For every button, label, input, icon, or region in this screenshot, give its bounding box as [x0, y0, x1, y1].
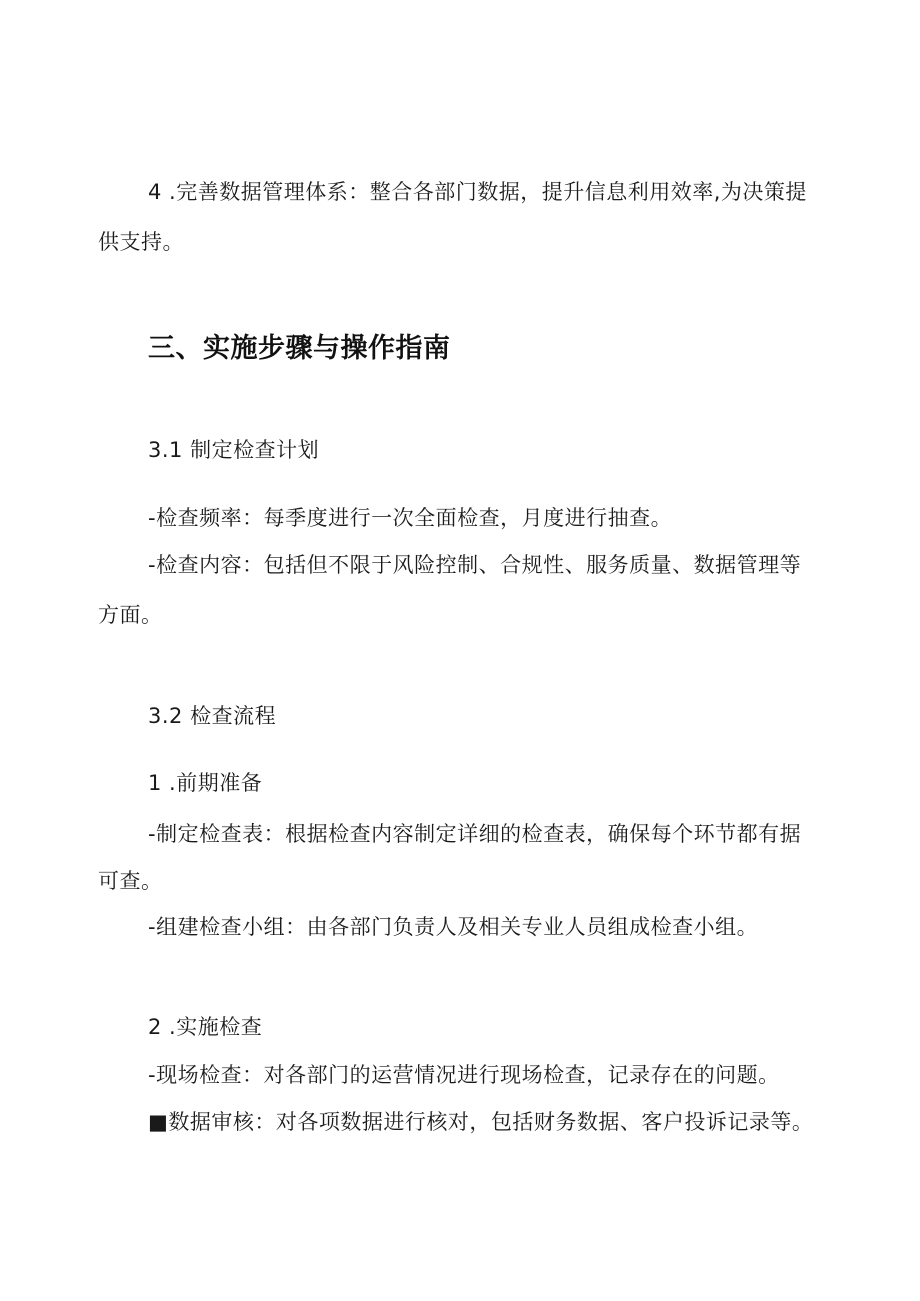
- subsection-3-2-title: 3.2 检查流程: [148, 704, 277, 728]
- check-table-line2: 可查。: [98, 869, 163, 893]
- item4-line1: 4 .完善数据管理体系：整合各部门数据，提升信息利用效率,为决策提: [148, 180, 807, 204]
- subsection-3-1-title: 3.1 制定检查计划: [148, 438, 320, 462]
- check-frequency-text: -检查频率：每季度进行一次全面检查，月度进行抽查。: [148, 506, 673, 530]
- check-content-line1: -检查内容：包括但不限于风险控制、合规性、服务质量、数据管理等: [148, 553, 802, 577]
- item4-line2: 供支持。: [98, 230, 184, 254]
- step2-title: 2 .实施检查: [148, 1015, 263, 1039]
- step1-title: 1 .前期准备: [148, 771, 263, 795]
- check-table-line1: -制定检查表：根据检查内容制定详细的检查表，确保每个环节都有据: [148, 822, 802, 846]
- check-content-line2: 方面。: [98, 603, 163, 627]
- data-audit-text: ■数据审核：对各项数据进行核对，包括财务数据、客户投诉记录等。: [148, 1110, 814, 1134]
- check-team-text: -组建检查小组：由各部门负责人及相关专业人员组成检查小组。: [148, 915, 759, 939]
- section-3-heading: 三、实施步骤与操作指南: [148, 333, 451, 364]
- onsite-check-text: -现场检查：对各部门的运营情况进行现场检查，记录存在的问题。: [148, 1063, 780, 1087]
